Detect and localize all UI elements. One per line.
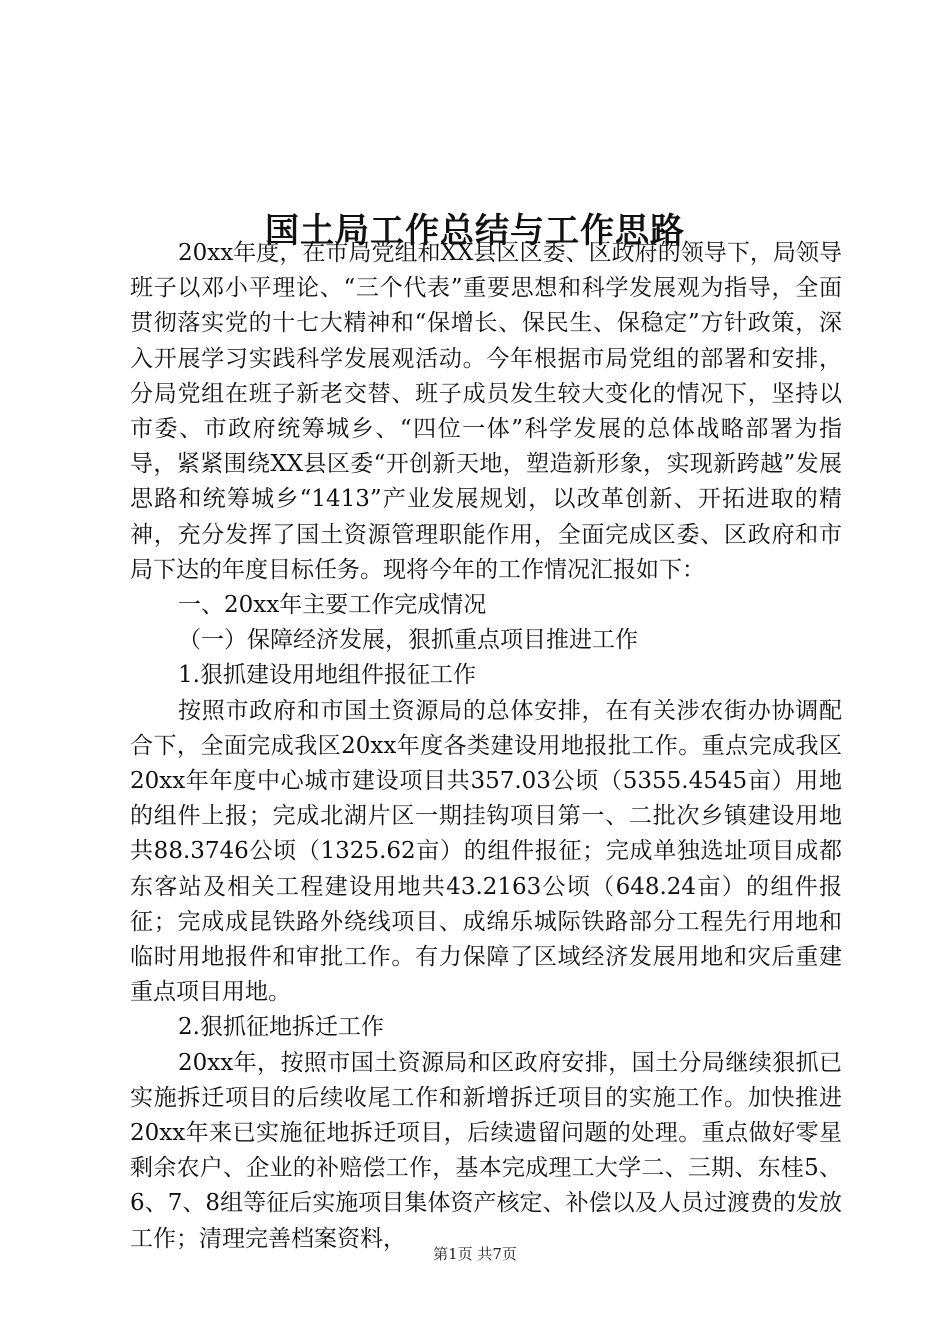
page-footer: 第1页 共7页 bbox=[433, 1245, 517, 1263]
intro-paragraph: 20xx年度，在市局党组和XX县区区委、区政府的领导下，局领导班子以邓小平理论、“三个代表”重要思想和科学发展观为指导，全面贯彻落实党的十七大精神和“保增长、保民生、保稳定”方针政策，深入开展学习实践科学发展观活动。今年根据市局党组的部署和安排，分局党组在班子新老交替、班子成员发生较大变化的情况下，坚持以市委、市政府统筹城乡、“四位一体”科学发展的总体战略部署为指导，紧紧围绕XX县区委“开创新天地，塑造新形象，实现新跨越”发展思路和统筹城乡“1413”产业发展规划，以改革创新、开拓进取的精神，充分发挥了国土资源管理职能作用，全面完成区委、区政府和市局下达的年度目标任务。现将今年的工作情况汇报如下： bbox=[130, 240, 842, 583]
item-heading-2: 2.狠抓征地拆迁工作 bbox=[178, 1014, 384, 1041]
item-paragraph-2: 20xx年，按照市国土资源局和区政府安排，国土分局继续狠抓已实施拆迁项目的后续收尾工作和新增拆迁项目的实施工作。加快推进20xx年来已实施征地拆迁项目，后续遗留问题的处理。重点做好零星剩余农户、企业的补赔偿工作，基本完成理工大学二、三期、东桂5、6、7、8组等征后实施项目集体资产核定、补偿以及人员过渡费的发放工作；清理完善档案资料， bbox=[130, 1049, 842, 1252]
section-heading-1: 一、20xx年主要工作完成情况 bbox=[178, 592, 487, 619]
document-title: 国土局工作总结与工作思路 bbox=[265, 210, 685, 251]
subsection-heading-1: （一）保障经济发展，狠抓重点项目推进工作 bbox=[178, 627, 638, 654]
item-heading-1: 1.狠抓建设用地组件报征工作 bbox=[178, 662, 476, 689]
document-body bbox=[130, 236, 842, 1257]
item-paragraph-1: 按照市政府和市国土资源局的总体安排，在有关涉农街办协调配合下，全面完成我区20xx年度各类建设用地报批工作。重点完成我区20xx年年度中心城市建设项目共357.03公顷（5355.4545亩）用地的组件上报；完成北湖片区一期挂钩项目第一、二批次乡镇建设用地共88.3746公顷（1325.62亩）的组件报征；完成单独选址项目成都东客站及相关工程建设用地共43.2163公顷（648.24亩）的组件报征；完成成昆铁路外绕线项目、成绵乐城际铁路部分工程先行用地和临时用地报件和审批工作。有力保障了区域经济发展用地和灾后重建重点项目用地。 bbox=[130, 697, 842, 1006]
